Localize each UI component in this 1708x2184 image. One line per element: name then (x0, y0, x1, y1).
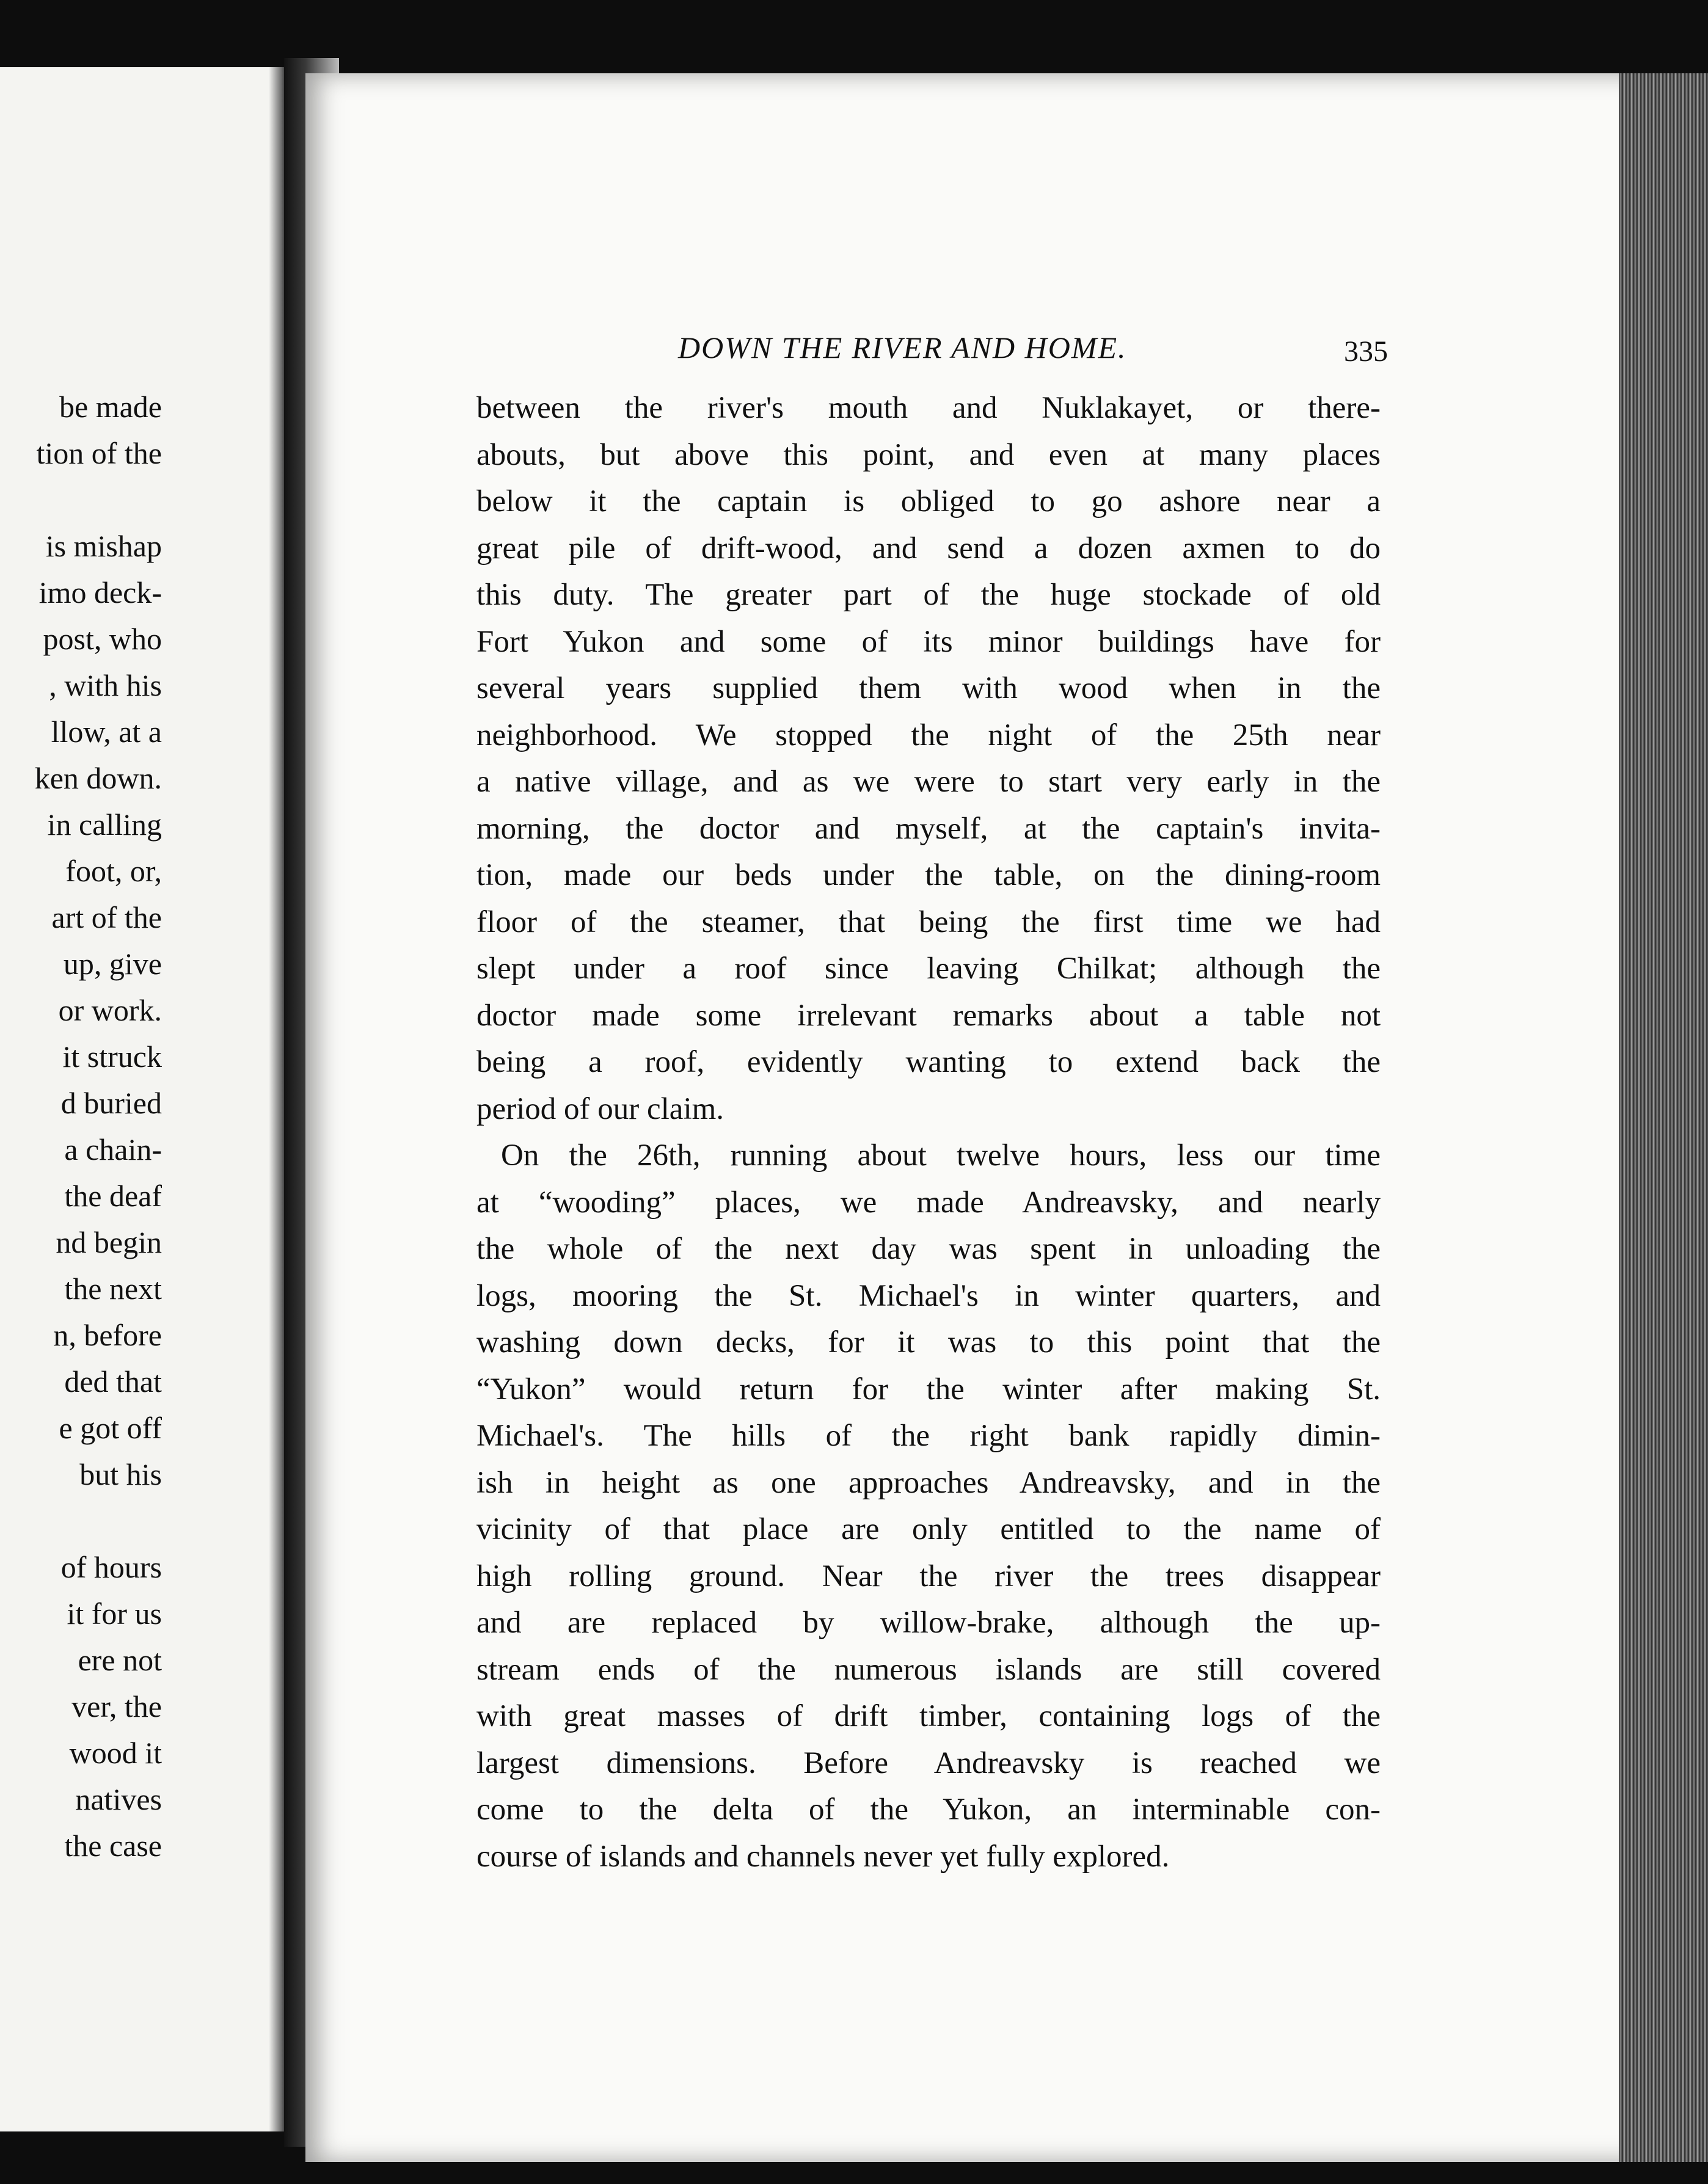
text-line: with great masses of drift timber, containing logs of the (476, 1699, 1381, 1733)
left-page-line: the case (64, 1829, 162, 1863)
left-page-line: post, who (43, 622, 162, 656)
text-line: “Yukon” would return for the winter after making St. (476, 1372, 1381, 1407)
text-line: course of islands and channels never yet fully explored. (476, 1839, 1170, 1874)
text-line: being a roof, evidently wanting to extend back the (476, 1045, 1381, 1079)
left-page-line: art of the (51, 900, 162, 934)
text-line: a native village, and as we were to start very early in the (476, 765, 1381, 799)
text-line: below it the captain is obliged to go ashore near a (476, 484, 1381, 519)
text-line: On the 26th, running about twelve hours, less our time (501, 1138, 1381, 1173)
left-page-line: up, give (63, 947, 162, 981)
text-line: and are replaced by willow-brake, although the up- (476, 1606, 1381, 1640)
text-line: come to the delta of the Yukon, an interminable con- (476, 1793, 1381, 1827)
left-page-line: wood it (69, 1736, 162, 1770)
left-page-line: tion of the (36, 436, 162, 470)
text-line: morning, the doctor and myself, at the captain's invita- (476, 811, 1381, 846)
paragraph (476, 1132, 1381, 1880)
left-page-line: foot, or, (65, 854, 162, 888)
left-page-line: e got off (59, 1411, 162, 1445)
left-page-line: ded that (64, 1364, 162, 1399)
text-line: slept under a roof since leaving Chilkat; although the (476, 952, 1381, 986)
page-number: 335 (1344, 335, 1388, 368)
left-page-line: imo deck- (38, 575, 162, 610)
text-line: neighborhood. We stopped the night of the 25th near (476, 718, 1381, 752)
text-line: at “wooding” places, we made Andreavsky, and nearly (476, 1185, 1381, 1220)
left-page-line: it for us (67, 1596, 162, 1631)
left-page-line: ver, the (71, 1689, 162, 1724)
text-line: abouts, but above this point, and even at many places (476, 437, 1381, 472)
left-page-line: n, before (53, 1318, 162, 1352)
paragraph (476, 385, 1381, 1132)
text-line: several years supplied them with wood when in the (476, 671, 1381, 705)
text-line: doctor made some irrelevant remarks about a table not (476, 998, 1381, 1033)
text-line: washing down decks, for it was to this point that the (476, 1325, 1381, 1360)
text-line: between the river's mouth and Nuklakayet, or there- (476, 391, 1381, 425)
left-page-line: in calling (47, 807, 162, 842)
left-page-line: the next (64, 1272, 162, 1306)
text-line: high rolling ground. Near the river the trees disappear (476, 1559, 1381, 1593)
text-line: ish in height as one approaches Andreavsky, and in the (476, 1465, 1381, 1500)
left-page-line: be made (59, 390, 162, 424)
text-line: Fort Yukon and some of its minor buildings have for (476, 624, 1381, 659)
left-page (0, 67, 284, 2131)
running-head: DOWN THE RIVER AND HOME. (678, 330, 1127, 365)
page-edges (1619, 73, 1708, 2162)
left-page-line: nd begin (56, 1225, 162, 1259)
text-line: tion, made our beds under the table, on the dining-room (476, 858, 1381, 892)
text-line: vicinity of that place are only entitled to the name of (476, 1512, 1381, 1546)
left-page-line: llow, at a (51, 715, 162, 749)
text-line: Michael's. The hills of the right bank rapidly dimin- (476, 1419, 1381, 1453)
left-page-line: but his (79, 1457, 162, 1491)
left-page-line: the deaf (64, 1179, 162, 1213)
left-page-line: ere not (78, 1643, 162, 1677)
text-line: stream ends of the numerous islands are still covered (476, 1652, 1381, 1687)
text-line: the whole of the next day was spent in unloading the (476, 1232, 1381, 1266)
left-page-line: ken down. (34, 761, 162, 795)
left-page-line: it struck (62, 1039, 162, 1074)
left-page-line: a chain- (64, 1132, 162, 1167)
left-page-line: or work. (58, 993, 162, 1027)
body-text (476, 385, 1381, 1880)
left-page-line: , with his (49, 668, 162, 702)
text-line: period of our claim. (476, 1091, 724, 1126)
text-line: floor of the steamer, that being the first time we had (476, 905, 1381, 939)
text-line: logs, mooring the St. Michael's in winter quarters, and (476, 1278, 1381, 1313)
text-line: this duty. The greater part of the huge stockade of old (476, 578, 1381, 612)
text-line: largest dimensions. Before Andreavsky is reached we (476, 1745, 1381, 1780)
left-page-line: d buried (60, 1086, 162, 1120)
left-page-line: natives (75, 1782, 162, 1816)
text-line: great pile of drift-wood, and send a dozen axmen to do (476, 531, 1381, 566)
left-page-line: of hours (60, 1550, 162, 1584)
left-page-line: is mishap (45, 529, 162, 563)
